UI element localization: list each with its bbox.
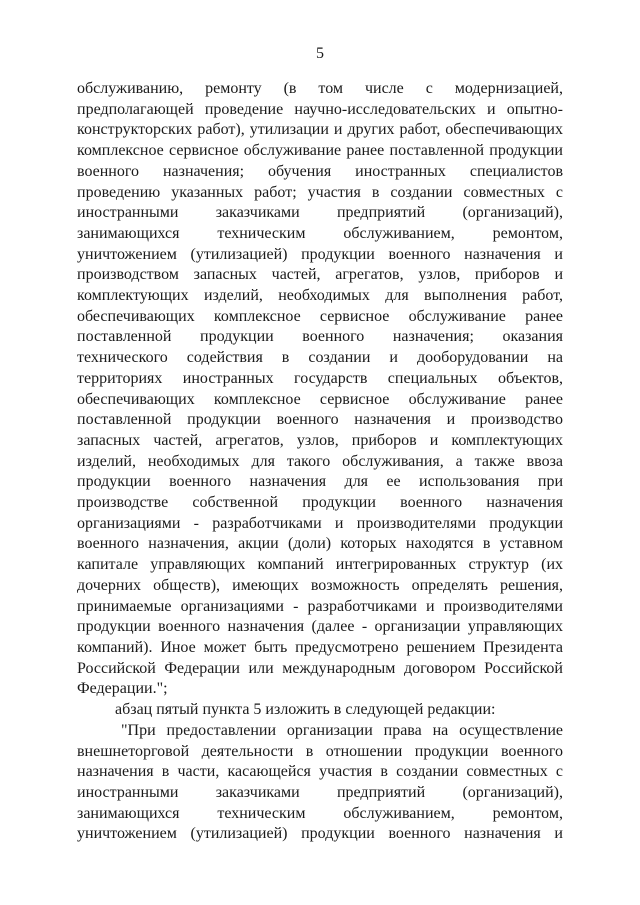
text-line: иностранными заказчиками предприятий (организаций),	[77, 204, 563, 222]
text-line: производстве собственной продукции военного назначения	[77, 494, 563, 512]
text-line: запасных частей, агрегатов, узлов, приборов и комплектующих	[77, 431, 563, 449]
text-line: комплектующих изделий, необходимых для выполнения работ,	[77, 287, 563, 305]
text-line: абзац пятый пункта 5 изложить в следующей редакции:	[115, 701, 496, 719]
text-line: организациями - разработчиками и производителями продукции	[77, 514, 563, 532]
text-line: комплексное сервисное обслуживание ранее поставленной продукции	[77, 142, 563, 160]
text-line: компаний). Иное может быть предусмотрено решением Президента	[77, 638, 563, 656]
text-line: обеспечивающих комплексное сервисное обслуживание ранее	[77, 390, 563, 408]
text-line: обеспечивающих комплексное сервисное обслуживание ранее	[77, 307, 563, 325]
text-line: уничтожением (утилизацией) продукции военного назначения и	[77, 245, 563, 263]
text-line: капитале управляющих компаний интегрированных структур (их	[77, 556, 563, 574]
text-line: иностранными заказчиками предприятий (организаций),	[77, 783, 563, 801]
text-line: поставленной продукции военного назначения и производство	[77, 411, 563, 429]
text-line: территориях иностранных государств специальных объектов,	[77, 369, 563, 387]
text-line: конструкторских работ), утилизации и других работ, обеспечивающих	[77, 121, 563, 139]
text-line: военного назначения; обучения иностранных специалистов	[77, 162, 563, 180]
text-line: Федерации.";	[77, 680, 168, 698]
text-line: поставленной продукции военного назначения; оказания	[77, 328, 563, 346]
text-line: Российской Федерации или международным договором Российской	[77, 659, 563, 677]
page-number: 5	[316, 45, 324, 62]
text-line: производством запасных частей, агрегатов, узлов, приборов и	[77, 266, 563, 284]
document-body	[77, 79, 563, 845]
text-line: проведению указанных работ; участия в создании совместных с	[77, 183, 563, 201]
text-line: дочерних обществ), имеющих возможность определять решения,	[77, 576, 563, 594]
text-line: военного назначения, акции (доли) которых находятся в уставном	[77, 535, 563, 553]
text-line: уничтожением (утилизацией) продукции военного назначения и	[77, 825, 563, 843]
text-line: обслуживанию, ремонту (в том числе с модернизацией,	[77, 80, 563, 97]
text-line: принимаемые организациями - разработчиками и производителями	[77, 597, 563, 615]
text-line: внешнеторговой деятельности в отношении продукции военного	[77, 742, 563, 760]
text-line: занимающихся техническим обслуживанием, ремонтом,	[77, 804, 563, 822]
text-line: продукции военного назначения (далее - организации управляющих	[77, 618, 563, 636]
text-line: "При предоставлении организации права на осуществление	[121, 721, 563, 739]
text-line: технического содействия в создании и дооборудовании на	[77, 349, 563, 367]
text-line: предполагающей проведение научно-исследовательских и опытно-	[77, 100, 563, 118]
text-line: продукции военного назначения для ее использования при	[77, 473, 563, 491]
text-line: занимающихся техническим обслуживанием, ремонтом,	[77, 224, 563, 242]
text-line: изделий, необходимых для такого обслуживания, а также ввоза	[77, 452, 563, 470]
text-line: назначения в части, касающейся участия в создании совместных с	[77, 763, 563, 781]
